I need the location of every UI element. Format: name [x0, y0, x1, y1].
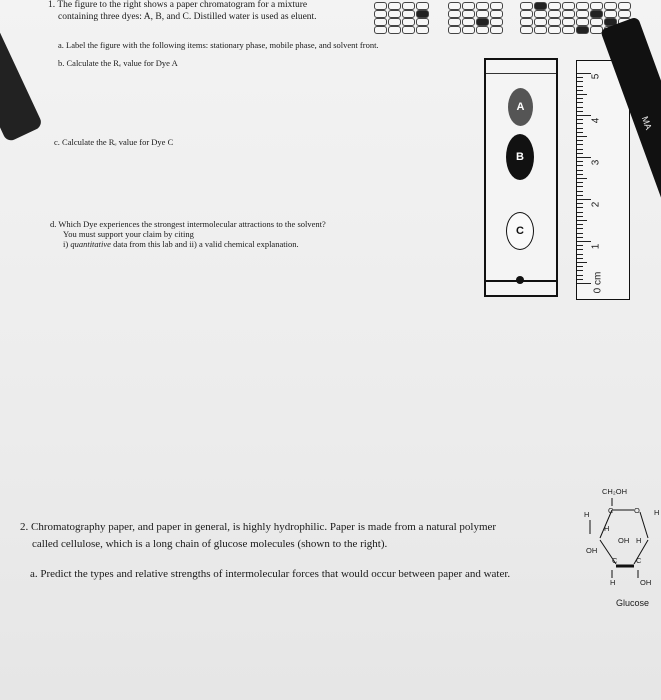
answer-bubble: [374, 2, 387, 10]
dye-spot-c: C: [506, 212, 534, 250]
ruler-tick: [577, 77, 583, 78]
ruler-tick: [577, 191, 583, 192]
answer-bubble: [548, 2, 561, 10]
question2-line1: 2. Chromatography paper, and paper in general, is highly hydrophilic. Paper is made from a natural polymer: [20, 521, 497, 533]
answer-bubble: [448, 10, 461, 18]
glucose-caption: Glucose: [616, 598, 650, 608]
answer-bubble: [604, 10, 617, 18]
glucose-h-left: H: [584, 510, 590, 519]
answer-bubble: [534, 26, 547, 34]
answer-bubble: [476, 2, 489, 10]
glucose-h-right: H: [654, 508, 660, 517]
answer-bubble: [562, 10, 575, 18]
glucose-c-bottom-right: C: [636, 556, 642, 565]
part-d-suffix: data from this lab and ii) a valid chemical explanation.: [110, 239, 299, 249]
question1-line2: containing three dyes: A, B, and C. Distilled water is used as eluent.: [58, 12, 317, 22]
answer-bubble: [548, 10, 561, 18]
ruler-label-0cm: 0 cm: [592, 271, 604, 294]
ruler-label-3: 3: [590, 159, 602, 166]
answer-bubble: [548, 18, 561, 26]
marker-text: MA: [639, 114, 654, 132]
answer-bubble: [462, 18, 475, 26]
answer-bubble: [402, 10, 415, 18]
ruler-tick: [577, 90, 583, 91]
answer-bubble: [576, 2, 589, 10]
ruler-tick: [577, 262, 587, 263]
glucose-oh-bottom: OH: [640, 578, 652, 587]
answer-bubble: [388, 18, 401, 26]
answer-bubble: [490, 10, 503, 18]
answer-bubble: [590, 18, 603, 26]
ruler-tick: [577, 207, 583, 208]
part-d-prefix: i): [63, 239, 71, 249]
ruler-label-5: 5: [590, 73, 602, 80]
ruler-tick: [577, 275, 583, 276]
ruler-tick: [577, 132, 583, 133]
ruler-tick: [577, 73, 591, 74]
ruler-tick: [577, 249, 583, 250]
answer-bubble: [576, 10, 589, 18]
ruler-tick: [577, 123, 583, 124]
glucose-ch2oh: CH₂OH: [602, 487, 627, 496]
answer-bubble: [388, 10, 401, 18]
ruler-tick: [577, 216, 583, 217]
answer-bubble: [520, 18, 533, 26]
question1-part-d-line2: You must support your claim by citing: [63, 229, 194, 239]
desk-shadow: [0, 17, 43, 143]
ruler-tick: [577, 165, 583, 166]
cm-ruler: [576, 60, 630, 300]
glucose-o: O: [634, 506, 640, 515]
glucose-oh-left: OH: [586, 546, 598, 555]
ruler-tick: [577, 98, 583, 99]
ruler-tick: [577, 107, 583, 108]
ruler-tick: [577, 161, 583, 162]
answer-bubble: [402, 18, 415, 26]
ruler-tick: [577, 157, 591, 158]
answer-bubble: [604, 2, 617, 10]
question2-line2: called cellulose, which is a long chain of glucose molecules (shown to the right).: [32, 538, 388, 550]
dye-spot-a: A: [508, 88, 533, 126]
ruler-tick: [577, 224, 583, 225]
ruler-tick: [577, 144, 583, 145]
ruler-tick: [577, 228, 583, 229]
answer-bubble: [618, 10, 631, 18]
glucose-h-bottom: H: [610, 578, 616, 587]
solvent-front-line: [486, 73, 556, 74]
question1-part-b: b. Calculate the Rₑ value for Dye A: [58, 58, 178, 68]
ruler-tick: [577, 186, 583, 187]
answer-bubble: [462, 26, 475, 34]
ruler-tick: [577, 212, 583, 213]
ruler-tick: [577, 170, 583, 171]
answer-bubble: [448, 26, 461, 34]
answer-bubble: [416, 18, 429, 26]
answer-bubble: [618, 2, 631, 10]
answer-bubble: [490, 26, 503, 34]
ruler-tick: [577, 279, 583, 280]
ruler-tick: [577, 174, 583, 175]
question1-line1: 1. The figure to the right shows a paper chromatogram for a mixture: [48, 0, 308, 10]
answer-bubble: [520, 10, 533, 18]
answer-bubble: [520, 2, 533, 10]
ruler-tick: [577, 241, 591, 242]
question2-part-a: a. Predict the types and relative strengths of intermolecular forces that would occur between paper and water.: [30, 568, 511, 580]
ruler-tick: [577, 237, 583, 238]
ruler-tick: [577, 266, 583, 267]
dye-spot-b: B: [506, 134, 534, 180]
answer-bubble: [548, 26, 561, 34]
answer-bubble: [576, 18, 589, 26]
glucose-c-top: C: [608, 506, 614, 515]
ruler-tick: [577, 220, 587, 221]
answer-bubble: [402, 26, 415, 34]
answer-bubble: [576, 26, 589, 34]
answer-bubble: [448, 18, 461, 26]
question1-part-d-line1: d. Which Dye experiences the strongest intermolecular attractions to the solvent?: [50, 219, 326, 229]
glucose-c-bottom-left: C: [612, 556, 618, 565]
ruler-label-4: 4: [590, 117, 602, 124]
ruler-tick: [577, 270, 583, 271]
answer-bubble: [490, 18, 503, 26]
answer-bubble: [374, 18, 387, 26]
ruler-tick: [577, 195, 583, 196]
ruler-tick: [577, 115, 591, 116]
answer-bubble: [388, 26, 401, 34]
answer-bubble: [562, 18, 575, 26]
answer-bubble: [416, 2, 429, 10]
ruler-tick: [577, 119, 583, 120]
ruler-tick: [577, 203, 583, 204]
ruler-tick: [577, 111, 583, 112]
answer-bubble: [534, 2, 547, 10]
ruler-tick: [577, 283, 591, 284]
ruler-tick: [577, 258, 583, 259]
part-d-italic: quantitative: [70, 239, 111, 249]
answer-bubble: [590, 2, 603, 10]
ruler-tick: [577, 178, 587, 179]
answer-bubble: [476, 26, 489, 34]
ruler-tick: [577, 94, 587, 95]
question1-part-c: c. Calculate the Rₑ value for Dye C: [54, 137, 174, 147]
ruler-tick: [577, 254, 583, 255]
answer-bubble: [534, 18, 547, 26]
ruler-tick: [577, 182, 583, 183]
chromatogram-strip: [484, 58, 558, 297]
ruler-tick: [577, 199, 591, 200]
ruler-tick: [577, 81, 583, 82]
answer-bubble: [402, 2, 415, 10]
answer-bubble: [448, 2, 461, 10]
ruler-tick: [577, 128, 583, 129]
ruler-tick: [577, 233, 583, 234]
answer-bubble: [520, 26, 533, 34]
ruler-label-2: 2: [590, 201, 602, 208]
ruler-tick: [577, 140, 583, 141]
answer-bubble: [562, 2, 575, 10]
glucose-h-mid: H: [604, 524, 610, 533]
glucose-h-mid2: H: [636, 536, 642, 545]
ruler-tick: [577, 245, 583, 246]
answer-bubble: [534, 10, 547, 18]
answer-bubble: [476, 10, 489, 18]
ruler-tick: [577, 136, 587, 137]
answer-bubble: [416, 26, 429, 34]
answer-bubble: [462, 2, 475, 10]
ruler-tick: [577, 149, 583, 150]
answer-bubble: [374, 10, 387, 18]
answer-bubble: [462, 10, 475, 18]
origin-dot: [516, 276, 524, 284]
answer-bubble: [374, 26, 387, 34]
answer-bubble: [476, 18, 489, 26]
glucose-oh-mid: OH: [618, 536, 630, 545]
ruler-tick: [577, 153, 583, 154]
answer-bubble: [590, 10, 603, 18]
ruler-tick: [577, 102, 583, 103]
answer-bubble: [562, 26, 575, 34]
answer-bubble: [388, 2, 401, 10]
question1-part-d-line3: [63, 239, 299, 249]
ruler-label-1: 1: [590, 243, 602, 250]
answer-bubble: [416, 10, 429, 18]
question1-part-a: a. Label the figure with the following items: stationary phase, mobile phase, and solvent front.: [58, 40, 379, 50]
answer-bubble: [490, 2, 503, 10]
ruler-tick: [577, 86, 583, 87]
